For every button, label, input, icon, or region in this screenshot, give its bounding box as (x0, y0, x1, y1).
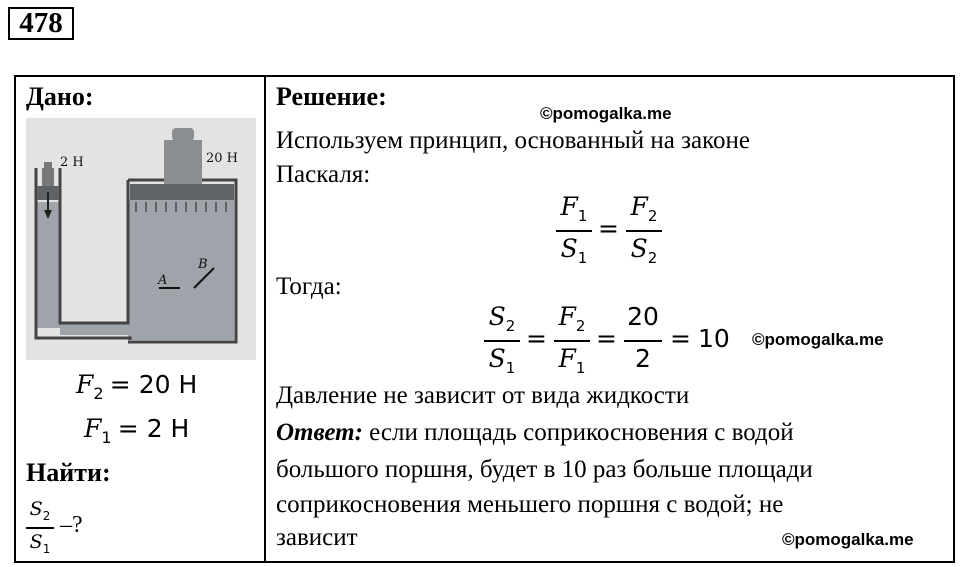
watermark-top: ©pomogalka.me (540, 104, 672, 123)
find-question: –? (60, 512, 83, 538)
answer-label: Ответ: (276, 419, 363, 446)
point-a-label: A (158, 273, 168, 288)
large-weight (164, 140, 202, 184)
given-heading: Дано: (26, 82, 94, 111)
point-b-label: B (198, 257, 208, 272)
solution-line-1: Используем принцип, основанный на законе (276, 127, 750, 154)
large-weight-label: 20 Н (206, 151, 239, 166)
small-weight-label: 2 Н (60, 155, 84, 170)
answer-line-2: большого поршня, будет в 10 раз больше площади (276, 456, 813, 483)
small-cylinder-liquid (36, 202, 60, 328)
pascal-formula: $F_1$ $S_1$ = $F_2$ $S_2$ (556, 190, 676, 274)
large-piston (130, 184, 234, 200)
solution-heading: Решение: (276, 82, 387, 111)
watermark-bottom: ©pomogalka.me (782, 530, 914, 549)
solution-line-3: Давление не зависит от вида жидкости (276, 382, 690, 409)
column-divider (264, 75, 266, 563)
given-f2: $F_2 = 20$ Н (76, 370, 198, 403)
answer-line-1: Ответ: если площадь соприкосновения с водой (276, 419, 794, 446)
hydraulic-press-diagram (26, 118, 256, 360)
large-weight-knob (172, 128, 194, 141)
small-weight (42, 168, 54, 186)
small-weight-knob (44, 162, 52, 169)
answer-line-3: соприкосновения меньшего поршня с водой; не (276, 491, 784, 518)
answer-line-4: зависит (276, 524, 358, 551)
watermark-middle: ©pomogalka.me (752, 330, 884, 349)
find-heading: Найти: (26, 458, 111, 487)
problem-number: 478 (8, 7, 74, 40)
then-label: Тогда: (276, 273, 342, 300)
ratio-formula: $S_2$ $S_1$ = $F_2$ $F_1$ = 20 2 = 10 (484, 300, 744, 384)
large-cylinder-liquid (128, 200, 234, 340)
find-fraction: $S_2$ $S_1$ (26, 498, 54, 560)
connecting-tube-liquid (60, 323, 132, 335)
solution-line-2: Паскаля: (276, 161, 371, 188)
given-f1: $F_1 = 2$ Н (84, 414, 190, 447)
